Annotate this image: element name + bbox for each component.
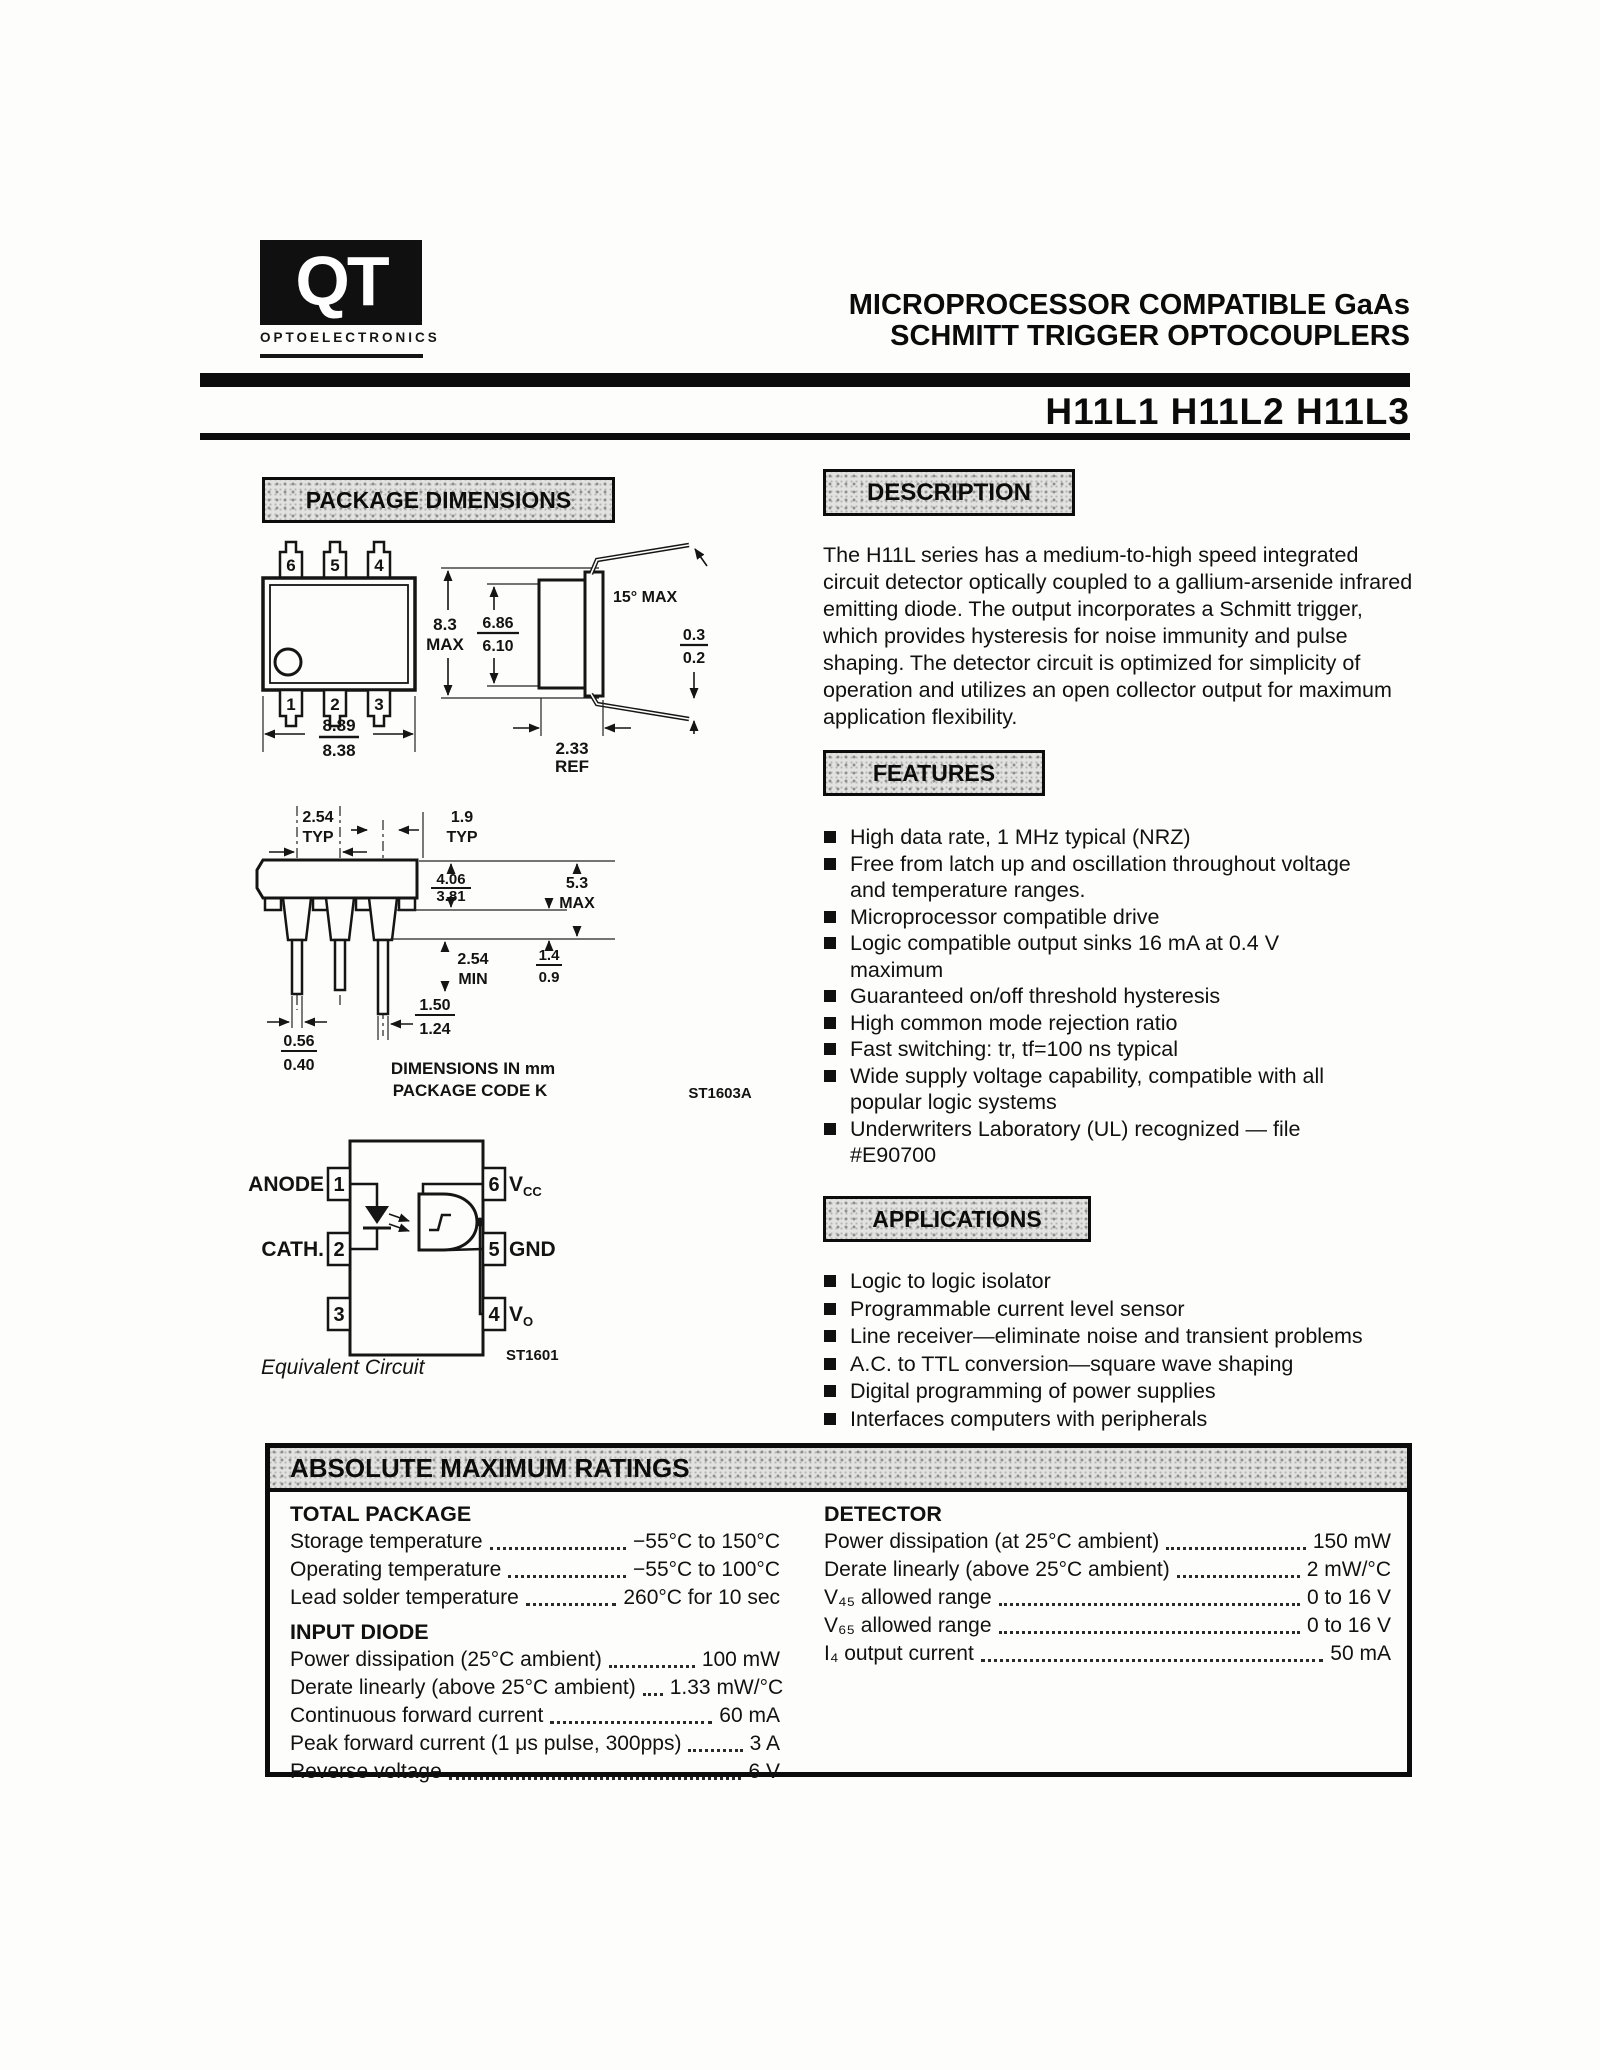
dot-leader bbox=[526, 1603, 617, 1606]
package-front-view-diagram bbox=[255, 798, 752, 1110]
dim-side-body-den: 6.10 bbox=[482, 638, 514, 655]
circuit-pin-4: 4 bbox=[488, 1304, 500, 1326]
section-heading-absolute-maximum-ratings: ABSOLUTE MAXIMUM RATINGS bbox=[270, 1448, 1407, 1492]
ratings-left-column bbox=[290, 1500, 784, 1786]
rating-row: Lead solder temperature 260°C for 10 sec bbox=[290, 1586, 780, 1609]
dot-leader bbox=[609, 1665, 695, 1668]
section-heading-features: FEATURES bbox=[823, 750, 1045, 796]
label-vo: $V_O$ bbox=[509, 1303, 534, 1329]
equivalent-circuit-diagram bbox=[248, 1128, 743, 1390]
dim-leadw-den: 0.40 bbox=[283, 1057, 315, 1074]
pin-label-6: 6 bbox=[286, 556, 296, 575]
schmitt-trigger-gate bbox=[419, 1194, 477, 1250]
divider-thick bbox=[200, 373, 1410, 387]
equivalent-circuit-caption: Equivalent Circuit bbox=[261, 1356, 425, 1379]
dim-overall-height-max: MAX bbox=[559, 895, 595, 912]
features-list bbox=[823, 824, 1363, 1169]
dim-shoulder-num: 1.4 bbox=[538, 947, 560, 964]
pin-label-4: 4 bbox=[374, 556, 384, 575]
dim-body-width-den: 8.38 bbox=[322, 741, 356, 760]
dim-tab-width-typ: TYP bbox=[446, 829, 478, 846]
pin-label-1: 1 bbox=[286, 695, 296, 714]
feature-item: Wide supply voltage capability, compatible with all popular logic systems bbox=[823, 1063, 1363, 1116]
feature-item: High common mode rejection ratio bbox=[823, 1010, 1363, 1037]
application-item: Line receiver—eliminate noise and transient problems bbox=[823, 1323, 1423, 1351]
dim-lower-leadw-den: 1.24 bbox=[419, 1021, 451, 1038]
section-heading-description: DESCRIPTION bbox=[823, 469, 1075, 516]
pin1-indicator-dot bbox=[275, 649, 301, 675]
circuit-pin-1: 1 bbox=[333, 1174, 345, 1196]
dim-pitch: 2.54 bbox=[302, 809, 334, 826]
dim-lower-leadw-num: 1.50 bbox=[419, 997, 451, 1014]
section-heading-applications: APPLICATIONS bbox=[823, 1196, 1091, 1242]
dim-leadw-num: 0.56 bbox=[283, 1033, 315, 1050]
dim-overall-height: 5.3 bbox=[565, 875, 589, 892]
ratings-columns bbox=[270, 1492, 1407, 1786]
application-item: A.C. to TTL conversion—square wave shaping bbox=[823, 1351, 1423, 1379]
dot-leader bbox=[449, 1777, 742, 1780]
dot-leader bbox=[999, 1603, 1300, 1606]
rating-row: Power dissipation (25°C ambient) 100 mW bbox=[290, 1648, 780, 1671]
rating-row: Derate linearly (above 25°C ambient) 1.33 mW/°C bbox=[290, 1676, 784, 1699]
divider-thin bbox=[200, 433, 1410, 440]
circuit-pin-6: 6 bbox=[488, 1174, 500, 1196]
application-item: Interfaces computers with peripherals bbox=[823, 1406, 1423, 1434]
figure-id-st1603a: ST1603A bbox=[688, 1085, 752, 1102]
dim-standoff-num: 4.06 bbox=[436, 871, 466, 888]
dot-leader bbox=[490, 1547, 626, 1550]
company-logo-subtext: OPTOELECTRONICS bbox=[260, 330, 440, 345]
dim-tab-width: 1.9 bbox=[450, 809, 474, 826]
dim-seating-ref: REF bbox=[555, 757, 589, 776]
feature-item: Underwriters Laboratory (UL) recognized — file #E90700 bbox=[823, 1116, 1363, 1169]
page-title-line2: SCHMITT TRIGGER OPTOCOUPLERS bbox=[890, 320, 1410, 352]
label-gnd: GND bbox=[509, 1238, 556, 1261]
circuit-pin-2: 2 bbox=[333, 1239, 345, 1261]
dim-seating-num: 2.33 bbox=[555, 739, 589, 758]
application-item: Programmable current level sensor bbox=[823, 1296, 1423, 1324]
circuit-pin-3: 3 bbox=[333, 1304, 345, 1326]
label-vcc: $V_{CC}$ bbox=[509, 1173, 542, 1199]
dim-lead-length-min: MIN bbox=[458, 971, 488, 988]
rating-row: Derate linearly (above 25°C ambient) 2 mW/°C bbox=[824, 1558, 1391, 1581]
part-numbers: H11L1 H11L2 H11L3 bbox=[1045, 391, 1410, 432]
dim-lead-thickness-den: 0.2 bbox=[682, 650, 706, 667]
dim-pitch-typ: TYP bbox=[302, 829, 334, 846]
application-item: Digital programming of power supplies bbox=[823, 1378, 1423, 1406]
gate-output-node bbox=[476, 1218, 485, 1227]
dot-leader bbox=[688, 1749, 742, 1752]
dim-body-width-num: 8.89 bbox=[322, 716, 356, 735]
dim-side-height-max-unit: MAX bbox=[426, 635, 464, 654]
rating-row: V₄₅ allowed range 0 to 16 V bbox=[824, 1586, 1391, 1609]
dim-lead-angle: 15° MAX bbox=[613, 589, 678, 606]
rating-row: Peak forward current (1 μs pulse, 300pps) 3 A bbox=[290, 1732, 780, 1755]
feature-item: High data rate, 1 MHz typical (NRZ) bbox=[823, 824, 1363, 851]
pin-label-5: 5 bbox=[330, 556, 340, 575]
section-heading-package-dimensions: PACKAGE DIMENSIONS bbox=[262, 477, 615, 523]
dot-leader bbox=[643, 1693, 663, 1696]
ratings-subheading-total-package: TOTAL PACKAGE bbox=[290, 1502, 472, 1526]
label-cathode: CATH. bbox=[261, 1238, 324, 1261]
rating-row: V₆₅ allowed range 0 to 16 V bbox=[824, 1614, 1391, 1637]
ratings-subheading-input-diode: INPUT DIODE bbox=[290, 1620, 429, 1644]
dot-leader bbox=[1177, 1575, 1300, 1578]
rating-row: I₄ output current 50 mA bbox=[824, 1642, 1391, 1665]
page-title-line1: MICROPROCESSOR COMPATIBLE GaAs bbox=[848, 289, 1410, 321]
feature-item: Guaranteed on/off threshold hysteresis bbox=[823, 983, 1363, 1010]
rating-row: Storage temperature −55°C to 150°C bbox=[290, 1530, 780, 1553]
rating-row: Power dissipation (at 25°C ambient) 150 mW bbox=[824, 1530, 1391, 1553]
pin-label-2: 2 bbox=[330, 695, 340, 714]
feature-item: Logic compatible output sinks 16 mA at 0.4 V maximum bbox=[823, 930, 1363, 983]
page-title bbox=[700, 290, 1410, 352]
feature-item: Microprocessor compatible drive bbox=[823, 904, 1363, 931]
rating-row: Continuous forward current 60 mA bbox=[290, 1704, 780, 1727]
pin-label-3: 3 bbox=[374, 695, 384, 714]
company-logo: QT bbox=[260, 240, 422, 325]
logo-underline bbox=[260, 354, 423, 358]
dot-leader bbox=[550, 1721, 712, 1724]
dim-shoulder-den: 0.9 bbox=[538, 969, 560, 986]
application-item: Logic to logic isolator bbox=[823, 1268, 1423, 1296]
dot-leader bbox=[999, 1631, 1300, 1634]
dim-lead-thickness-num: 0.3 bbox=[682, 627, 706, 644]
package-top-side-view-diagram bbox=[255, 538, 745, 790]
absolute-maximum-ratings-box bbox=[265, 1443, 1412, 1783]
ratings-subheading-detector: DETECTOR bbox=[824, 1502, 942, 1526]
dot-leader bbox=[508, 1575, 626, 1578]
figure-id-st1601: ST1601 bbox=[506, 1347, 559, 1364]
note-package-code: PACKAGE CODE K bbox=[392, 1081, 548, 1100]
feature-item: Fast switching: tr, tf=100 ns typical bbox=[823, 1036, 1363, 1063]
dim-standoff-den: 3.81 bbox=[436, 888, 466, 905]
ratings-right-column bbox=[824, 1500, 1391, 1786]
dim-side-height-max: 8.3 bbox=[433, 615, 457, 634]
description-paragraph: The H11L series has a medium-to-high speed integrated circuit detector optically coupled to a gallium-arsenide infrared emitting diode. The output incorporates a Schmitt trigger, which provides hysteresis for noise immunity and pulse shaping. The detector circuit is optimized for simplicity of operation and utilizes an open collector output for maximum application flexibility. bbox=[823, 543, 1413, 729]
label-anode: ANODE bbox=[248, 1173, 324, 1196]
dim-lead-length: 2.54 bbox=[457, 951, 489, 968]
feature-item: Free from latch up and oscillation throughout voltage and temperature ranges. bbox=[823, 851, 1363, 904]
rating-row: Reverse voltage 6 V bbox=[290, 1760, 780, 1783]
note-dimensions-in-mm: DIMENSIONS IN mm bbox=[390, 1059, 556, 1078]
dim-side-body-num: 6.86 bbox=[482, 615, 514, 632]
applications-list bbox=[823, 1268, 1423, 1433]
dot-leader bbox=[981, 1659, 1323, 1662]
circuit-pin-5: 5 bbox=[488, 1239, 500, 1261]
dot-leader bbox=[1166, 1547, 1306, 1550]
rating-row: Operating temperature −55°C to 100°C bbox=[290, 1558, 780, 1581]
